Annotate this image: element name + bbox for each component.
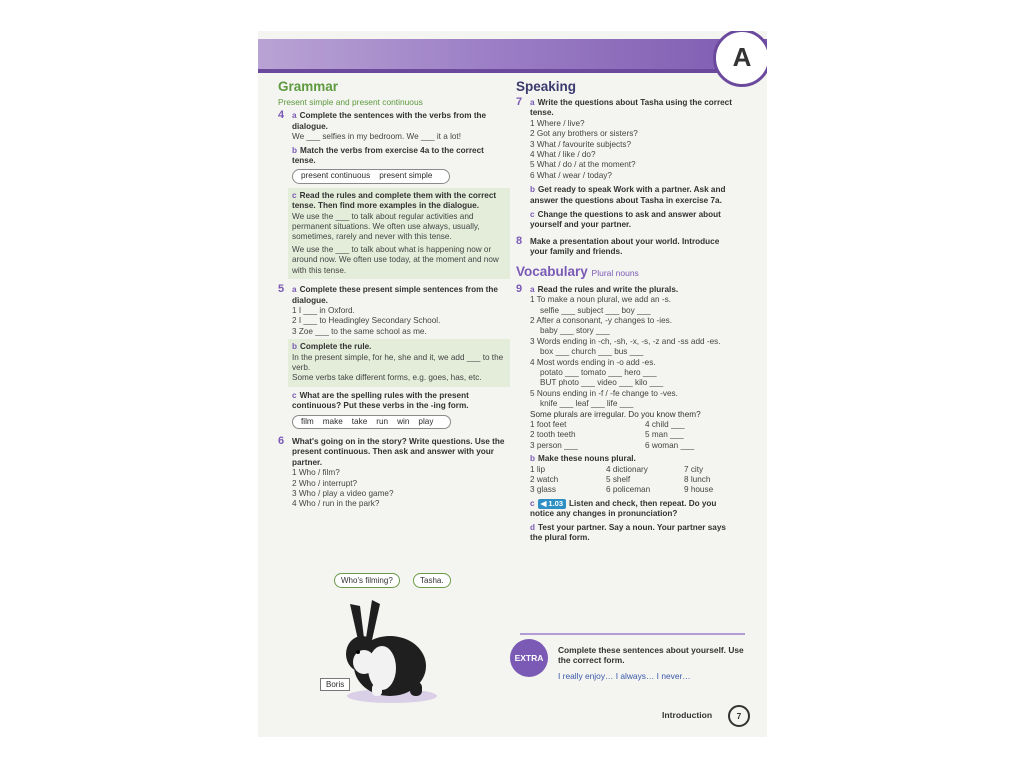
part-label: b xyxy=(530,185,536,195)
audio-track-button[interactable]: ◀ 1.03 xyxy=(538,499,566,509)
exercise-number: 9 xyxy=(516,282,523,295)
part-label: b xyxy=(530,454,536,464)
exercise-4 xyxy=(278,111,506,279)
noun-item: 2 watch xyxy=(530,475,559,484)
instruction: Read the rules and complete them with the correct tense. Then find more examples in the dialogue. xyxy=(292,190,497,211)
plural-rule: 2 After a consonant, -y changes to -ies. xyxy=(530,315,672,325)
extra-box xyxy=(510,629,750,691)
vocabulary-heading xyxy=(516,264,738,281)
instruction: Match the verbs from exercise 4a to the correct tense. xyxy=(292,145,484,166)
speaking-heading: Speaking xyxy=(516,79,577,94)
header-band xyxy=(258,39,767,69)
option-box xyxy=(292,169,450,183)
irregular-list xyxy=(530,420,738,451)
exercise-number: 4 xyxy=(278,109,285,122)
part-label: a xyxy=(530,284,535,294)
noun-item: 4 dictionary xyxy=(606,464,648,474)
list-item: 1 Who / film? xyxy=(292,468,340,478)
verb-word: play xyxy=(418,416,434,426)
instruction: What's going on in the story? Write questions. Use the present continuous. Then ask and answer with your partner. xyxy=(292,436,505,467)
instruction: Make these nouns plural. xyxy=(538,454,636,464)
part-label: a xyxy=(292,111,297,121)
plural-words: knife ___ leaf ___ life ___ xyxy=(540,399,634,409)
noun-item: 5 shelf xyxy=(606,475,631,484)
part-label: d xyxy=(530,522,536,532)
speech-bubble: Tasha. xyxy=(413,573,451,588)
header-rule xyxy=(258,69,767,73)
extra-divider xyxy=(520,633,745,635)
part-label: c xyxy=(292,190,297,200)
part-label: b xyxy=(292,145,298,155)
irregular-item: 4 child ___ xyxy=(645,419,685,429)
page-number: 7 xyxy=(728,705,750,727)
exercise-line: We ___ selfies in my bedroom. We ___ it a lot! xyxy=(292,132,461,142)
part-label: a xyxy=(292,285,297,295)
right-column xyxy=(516,79,738,543)
exercise-number: 7 xyxy=(516,96,523,108)
rule-panel xyxy=(288,339,510,387)
part-label: c xyxy=(530,498,535,508)
exercise-9 xyxy=(516,282,738,544)
option-word: present simple xyxy=(379,171,433,181)
instruction: Read the rules and write the plurals. xyxy=(537,284,679,294)
plural-words: box ___ church ___ bus ___ xyxy=(540,347,644,357)
irregular-item: 5 man ___ xyxy=(645,430,684,440)
instruction: Complete these present simple sentences from the dialogue. xyxy=(292,285,498,305)
list-item: 4 Who / run in the park? xyxy=(292,499,380,509)
irregular-item: 2 tooth teeth xyxy=(530,430,576,440)
exercise-8 xyxy=(516,234,738,258)
image-caption: Boris xyxy=(320,678,350,691)
part-label: c xyxy=(292,390,297,400)
list-item: 3 Who / play a video game? xyxy=(292,489,394,498)
verb-word: film xyxy=(301,416,314,426)
plural-rule: 1 To make a noun plural, we add an -s. xyxy=(530,295,671,305)
list-item: 6 What / wear / today? xyxy=(530,170,612,180)
list-item: 5 What / do / at the moment? xyxy=(530,160,636,170)
instruction: Change the questions to ask and answer about yourself and your partner. xyxy=(530,210,721,230)
exercise-number: 5 xyxy=(278,283,285,296)
irregular-item: 3 person ___ xyxy=(530,440,578,450)
part-label: b xyxy=(292,342,298,352)
list-item: 3 What / favourite subjects? xyxy=(530,139,632,149)
unit-letter-badge: A xyxy=(713,31,767,87)
instruction: Get ready to speak Work with a partner. Ask and answer the questions about Tasha in exercise 7a. xyxy=(530,185,726,205)
noun-item: 1 lip xyxy=(530,464,546,474)
left-column xyxy=(278,79,506,510)
extra-badge: EXTRA xyxy=(510,639,548,677)
rule-text: In the present simple, for he, she and it, we add ___ to the verb. xyxy=(292,352,504,372)
noun-item: 8 lunch xyxy=(684,475,711,484)
instruction: Make a presentation about your world. Introduce your family and friends. xyxy=(530,236,720,257)
rules-panel xyxy=(288,188,510,279)
instruction: Complete the sentences with the verbs from the dialogue. xyxy=(292,111,487,131)
list-item: 1 Where / live? xyxy=(530,118,585,128)
instruction: Complete the rule. xyxy=(300,342,372,352)
rule-text: Some verbs take different forms, e.g. goes, has, etc. xyxy=(292,373,482,383)
grammar-subheading: Present simple and present continuous xyxy=(278,97,423,107)
speech-bubble: Who's filming? xyxy=(334,573,400,588)
instruction: Listen and check, then repeat. Do you notice any changes in pronunciation? xyxy=(530,498,717,519)
extra-prompts: I really enjoy… I always… I never… xyxy=(558,671,691,681)
rule-text: We use the ___ to talk about regular activities and permanent situations. We often use always, usually, sometimes, rarely and never with this tense. xyxy=(292,211,480,242)
exercise-number: 8 xyxy=(516,234,523,247)
textbook-page xyxy=(258,31,767,737)
irregular-item: 6 woman ___ xyxy=(645,440,695,450)
grammar-heading: Grammar xyxy=(278,79,339,94)
irregular-item: 1 foot feet xyxy=(530,419,567,429)
instruction: Write the questions about Tasha using the correct tense. xyxy=(530,98,732,118)
list-item: 1 I ___ in Oxford. xyxy=(292,305,355,315)
vocabulary-title: Vocabulary xyxy=(516,263,588,279)
noun-list xyxy=(530,465,738,496)
verb-word: make xyxy=(322,416,343,426)
plural-words: BUT photo ___ video ___ kilo ___ xyxy=(540,378,664,388)
list-item: 3 Zoe ___ to the same school as me. xyxy=(292,326,427,336)
extra-instruction: Complete these sentences about yourself. Use the correct form. xyxy=(558,645,744,666)
verb-box xyxy=(292,415,451,429)
exercise-6 xyxy=(278,434,506,510)
exercise-number: 6 xyxy=(278,434,285,447)
audio-track-number: 1.03 xyxy=(548,498,564,508)
list-item: 2 Got any brothers or sisters? xyxy=(530,129,638,139)
vocabulary-subtitle: Plural nouns xyxy=(591,267,639,278)
noun-item: 9 house xyxy=(684,485,714,495)
rule-text: We use the ___ to talk about what is happening now or around now. We often use today, at the moment and now with this tense. xyxy=(292,244,499,275)
part-label: c xyxy=(530,210,535,220)
plural-words: selfie ___ subject ___ boy ___ xyxy=(540,305,651,315)
plural-rule: 3 Words ending in -ch, -sh, -x, -s, -z and -ss add -es. xyxy=(530,336,721,346)
plural-words: baby ___ story ___ xyxy=(540,326,610,336)
plural-rule: 5 Nouns ending in -f / -fe change to -ves. xyxy=(530,388,678,398)
verb-word: take xyxy=(351,416,368,426)
irregular-intro: Some plurals are irregular. Do you know them? xyxy=(530,409,701,419)
list-item: 4 What / like / do? xyxy=(530,150,596,160)
noun-item: 3 glass xyxy=(530,485,556,495)
noun-item: 6 policeman xyxy=(606,485,651,495)
instruction: What are the spelling rules with the present continuous? Put these verbs in the -ing form. xyxy=(292,390,469,411)
list-item: 2 I ___ to Headingley Secondary School. xyxy=(292,316,441,326)
option-word: present continuous xyxy=(301,171,371,181)
noun-item: 7 city xyxy=(684,464,704,474)
part-label: a xyxy=(530,98,535,107)
exercise-5 xyxy=(278,285,506,431)
verb-word: run xyxy=(376,416,389,426)
exercise-7 xyxy=(516,98,738,231)
plural-rule: 4 Most words ending in -o add -es. xyxy=(530,357,656,367)
list-item: 2 Who / interrupt? xyxy=(292,478,358,488)
footer-section-label: Introduction xyxy=(662,710,713,720)
plural-words: potato ___ tomato ___ hero ___ xyxy=(540,367,657,377)
instruction: Test your partner. Say a noun. Your partner says the plural form. xyxy=(530,522,726,543)
verb-word: win xyxy=(397,416,410,426)
